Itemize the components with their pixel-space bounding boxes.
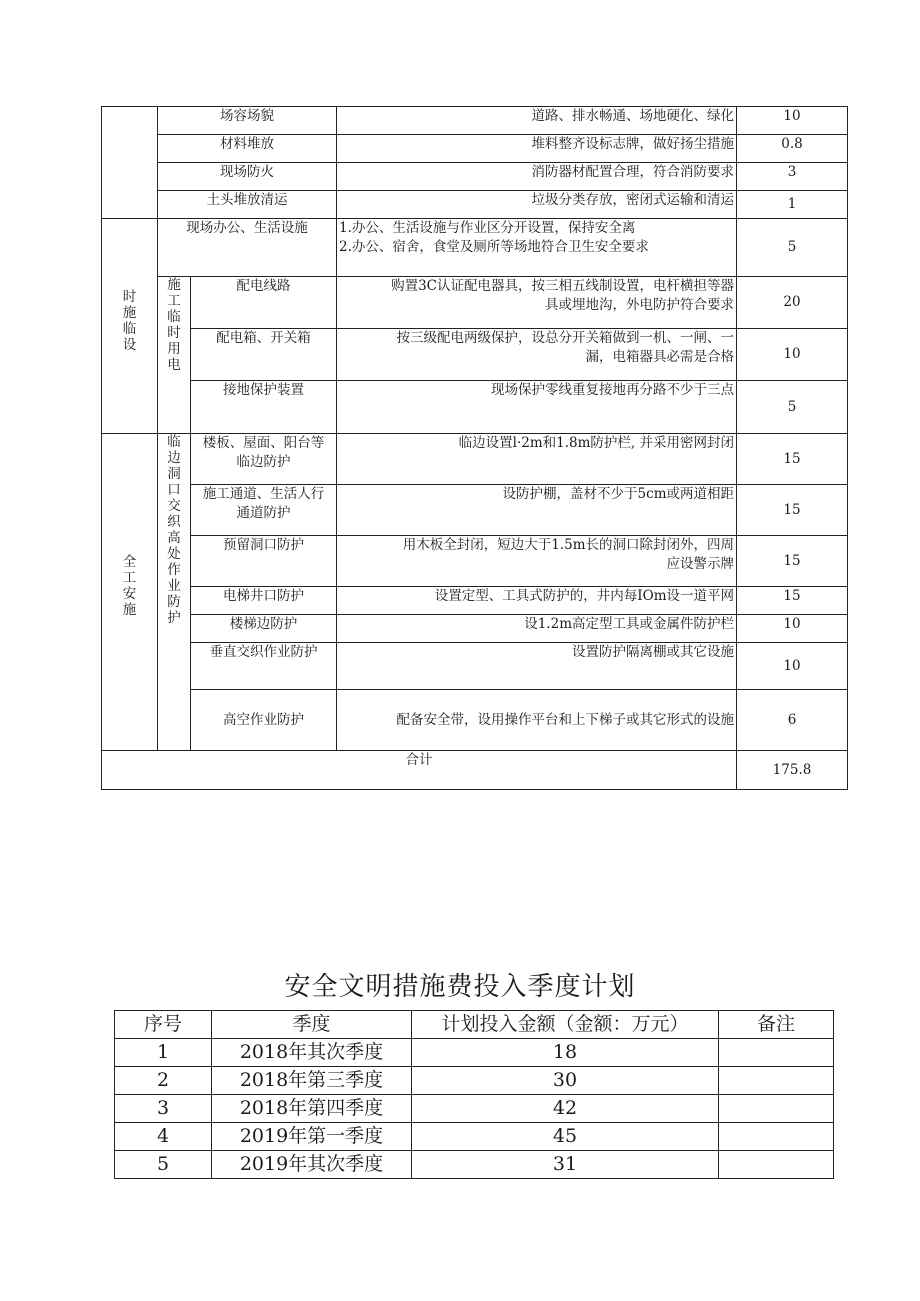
note-cell — [719, 1039, 834, 1067]
item-line: 楼板、屋面、阳台等 — [202, 435, 325, 451]
amount-cell: 31 — [412, 1151, 719, 1179]
quarter-cell: 2018年第四季度 — [212, 1095, 412, 1123]
item-cell: 高空作业防护 — [191, 690, 337, 751]
column-header: 序号 — [115, 1011, 212, 1039]
category-safety — [102, 434, 158, 751]
note-cell — [719, 1151, 834, 1179]
table-row — [102, 163, 848, 191]
score-cell: 1 — [737, 191, 848, 219]
category-cell-blank — [102, 107, 158, 219]
table-row — [102, 485, 848, 536]
description-cell — [337, 434, 737, 485]
row-number: 2 — [115, 1067, 212, 1095]
description-line: 漏，电箱器具必需是合格 — [585, 349, 734, 365]
description-cell — [337, 381, 737, 434]
row-number: 4 — [115, 1123, 212, 1151]
description-cell: 垃圾分类存放，密闭式运输和清运 — [337, 191, 737, 219]
item-cell: 配电线路 — [191, 277, 337, 329]
description-line: 设防护棚，盖材不少于5cm或两道相距 — [502, 486, 734, 502]
column-header: 备注 — [719, 1011, 834, 1039]
row-number: 1 — [115, 1039, 212, 1067]
table-row — [102, 277, 848, 329]
item-line: 通道防护 — [236, 505, 291, 521]
item-cell: 现场办公、生活设施 — [158, 219, 337, 277]
description-cell: 道路、排水畅通、场地硬化、绿化 — [337, 107, 737, 135]
table-row — [102, 219, 848, 277]
note-cell — [719, 1123, 834, 1151]
table-row — [115, 1095, 834, 1123]
score-cell: 15 — [737, 587, 848, 615]
table-row — [115, 1039, 834, 1067]
description-cell: 配备安全带，设用操作平台和上下梯子或其它形式的设施 — [337, 690, 737, 751]
row-number: 3 — [115, 1095, 212, 1123]
total-label: 合计 — [102, 751, 737, 790]
description-cell — [337, 219, 737, 277]
amount-cell: 30 — [412, 1067, 719, 1095]
table-row — [115, 1067, 834, 1095]
item-cell: 材料堆放 — [158, 135, 337, 163]
score-cell: 10 — [737, 643, 848, 690]
score-cell: 0.8 — [737, 135, 848, 163]
description-cell — [337, 536, 737, 587]
description-line: 用木板全封闭，短边大于1.5m长的洞口除封闭外，四周 — [402, 537, 734, 553]
item-cell: 场容场貌 — [158, 107, 337, 135]
table-row — [102, 329, 848, 381]
score-cell: 6 — [737, 690, 848, 751]
subcategory-label: 临边洞口交织高处作业防护 — [167, 434, 181, 626]
score-cell: 5 — [737, 381, 848, 434]
item-line: 施工通道、生活人行 — [202, 486, 325, 502]
item-line: 预留洞口防护 — [223, 537, 304, 553]
table-row — [102, 191, 848, 219]
item-cell: 接地保护装置 — [191, 381, 337, 434]
table-row — [102, 587, 848, 615]
description-line: 1.办公、生活设施与作业区分开设置，保持安全离 — [339, 220, 636, 236]
description-line: 2.办公、宿舍，食堂及厕所等场地符合卫生安全要求 — [339, 239, 649, 255]
table-row — [102, 615, 848, 643]
description-cell — [337, 329, 737, 381]
total-row — [102, 751, 848, 790]
amount-cell: 45 — [412, 1123, 719, 1151]
score-cell: 10 — [737, 107, 848, 135]
row-number: 5 — [115, 1151, 212, 1179]
column-header: 计划投入金额（金额：万元） — [412, 1011, 719, 1039]
table-row — [102, 381, 848, 434]
description-line: 应设警示牌 — [666, 556, 734, 572]
score-cell: 5 — [737, 219, 848, 277]
table-row — [115, 1123, 834, 1151]
quarter-cell: 2019年第一季度 — [212, 1123, 412, 1151]
description-cell: 设置定型、工具式防护的，井内每IOm设一道平网 — [337, 587, 737, 615]
description-line: 临边设置l·2m和1.8m防护栏, 并采用密网封闭 — [458, 435, 734, 451]
description-cell: 设1.2m高定型工具或金属件防护栏 — [337, 615, 737, 643]
category-temp-facilities — [102, 219, 158, 434]
score-cell: 3 — [737, 163, 848, 191]
description-cell — [337, 485, 737, 536]
amount-cell: 42 — [412, 1095, 719, 1123]
category-label: 时施临设 — [122, 289, 137, 353]
amount-cell: 18 — [412, 1039, 719, 1067]
item-line: 临边防护 — [236, 454, 291, 470]
table-row — [102, 690, 848, 751]
score-cell: 10 — [737, 615, 848, 643]
item-cell: 垂直交织作业防护 — [191, 643, 337, 690]
item-cell: 楼梯边防护 — [191, 615, 337, 643]
quarterly-plan-table — [114, 1010, 834, 1179]
column-header: 季度 — [212, 1011, 412, 1039]
description-line: 按三级配电两级保护，设总分开关箱做到一机、一闸、一 — [396, 330, 734, 346]
table-row — [102, 135, 848, 163]
score-cell: 20 — [737, 277, 848, 329]
score-cell: 15 — [737, 536, 848, 587]
quarter-cell: 2018年其次季度 — [212, 1039, 412, 1067]
description-cell — [337, 277, 737, 329]
note-cell — [719, 1067, 834, 1095]
item-cell: 现场防火 — [158, 163, 337, 191]
table-row — [102, 434, 848, 485]
table-row — [115, 1151, 834, 1179]
subcategory-label: 施工临时用电 — [167, 277, 181, 373]
note-cell — [719, 1095, 834, 1123]
table-row — [102, 107, 848, 135]
item-cell: 配电箱、开关箱 — [191, 329, 337, 381]
score-cell: 15 — [737, 485, 848, 536]
description-cell: 堆料整齐设标志牌，做好扬尘措施 — [337, 135, 737, 163]
category-label: 全工安施 — [122, 554, 137, 618]
plan-title: 安全文明措施费投入季度计划 — [284, 972, 636, 1002]
description-cell: 消防器材配置合理，符合消防要求 — [337, 163, 737, 191]
description-line: 现场保护零线重复接地再分路不少于三点 — [491, 382, 734, 398]
subcategory-edge-protection — [158, 434, 191, 751]
safety-measures-table — [101, 106, 848, 790]
table-row — [102, 643, 848, 690]
item-cell — [191, 485, 337, 536]
item-cell: 电梯井口防护 — [191, 587, 337, 615]
table-row — [102, 536, 848, 587]
description-line: 购置3C认证配电器具，按三相五线制设置，电杆横担等器 — [391, 278, 734, 294]
header-row — [115, 1011, 834, 1039]
item-cell — [191, 536, 337, 587]
description-cell: 设置防护隔离棚或其它设施 — [337, 643, 737, 690]
score-cell: 15 — [737, 434, 848, 485]
quarter-cell: 2018年第三季度 — [212, 1067, 412, 1095]
total-value: 175.8 — [737, 751, 848, 790]
subcategory-temp-power — [158, 277, 191, 434]
item-cell: 土头堆放清运 — [158, 191, 337, 219]
score-cell: 10 — [737, 329, 848, 381]
description-line: 具或埋地沟，外电防护符合要求 — [545, 297, 734, 313]
quarter-cell: 2019年其次季度 — [212, 1151, 412, 1179]
item-cell — [191, 434, 337, 485]
